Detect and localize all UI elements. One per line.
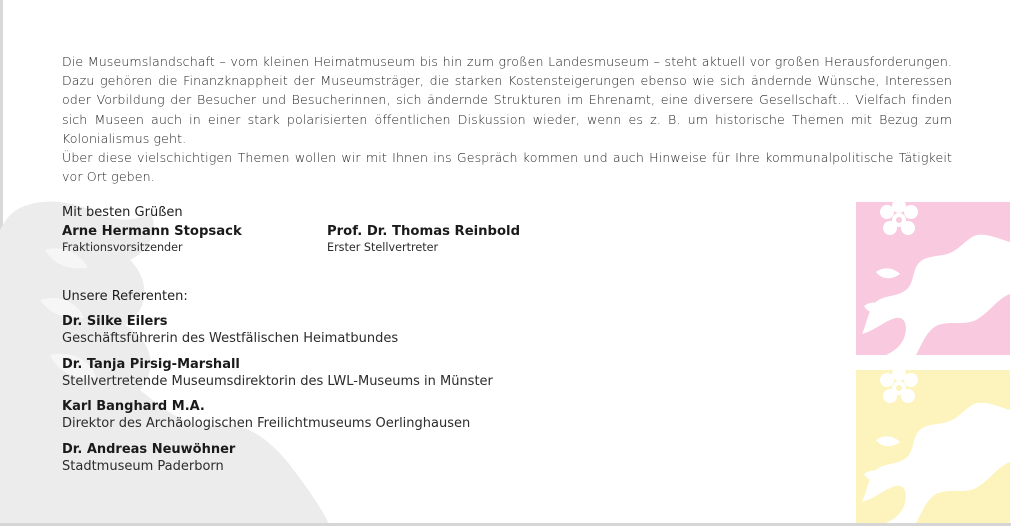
rose-horse-emblem-icon <box>856 370 1010 523</box>
referent-item <box>62 398 470 432</box>
referents-heading: Unsere Referenten: <box>62 289 188 304</box>
signer-name: Arne Hermann Stopsack <box>62 224 242 239</box>
signer-role: Erster Stellvertreter <box>327 241 439 254</box>
intro-paragraph-1: Die Museumslandschaft – vom kleinen Heimatmuseum bis hin zum großen Landesmuseum – steht aktuell vor großen Herausforderungen. Dazu gehören die Finanzknappheit der Museumsträger, die starken Kostensteigerungen ebenso wie sich ändernde Wünsche, Interessen oder Vorbildung der Besucher und Besucherinnen, sich ändernde Strukturen im Ehrenamt, eine diversere Gesellschaft... Vielfach finden sich Museen auch in einer stark polarisierten öffentlichen Diskussion wieder, wenn es z. B. um historische Themen mit Bezug zum Kolonialismus geht. <box>62 54 952 146</box>
yellow-emblem-panel <box>856 370 1010 523</box>
greeting: Mit besten Grüßen <box>62 205 183 220</box>
referent-description: Stadtmuseum Paderborn <box>62 459 224 474</box>
signer-name: Prof. Dr. Thomas Reinbold <box>327 224 521 239</box>
referent-name: Karl Banghard M.A. <box>62 399 205 414</box>
intro-text <box>62 52 952 186</box>
pink-emblem-panel <box>856 202 1010 355</box>
referent-description: Stellvertretende Museumsdirektorin des LWL-Museums in Münster <box>62 374 493 389</box>
referent-name: Dr. Andreas Neuwöhner <box>62 442 236 457</box>
referent-description: Direktor des Archäologischen Freilichtmuseums Oerlinghausen <box>62 416 471 431</box>
referent-name: Dr. Silke Eilers <box>62 314 168 329</box>
signer-2 <box>327 224 520 256</box>
referent-item <box>62 313 398 347</box>
signer-1 <box>62 224 242 256</box>
referent-item <box>62 441 235 475</box>
intro-paragraph-2: Über diese vielschichtigen Themen wollen wir mit Ihnen ins Gespräch kommen und auch Hinweise für Ihre kommunalpolitische Tätigkeit vor Ort geben. <box>62 150 952 185</box>
rose-horse-emblem-icon <box>856 202 1010 355</box>
referent-name: Dr. Tanja Pirsig-Marshall <box>62 357 240 372</box>
signer-role: Fraktionsvorsitzender <box>62 241 183 254</box>
referent-item <box>62 356 493 390</box>
referent-description: Geschäftsführerin des Westfälischen Heimatbundes <box>62 331 399 346</box>
